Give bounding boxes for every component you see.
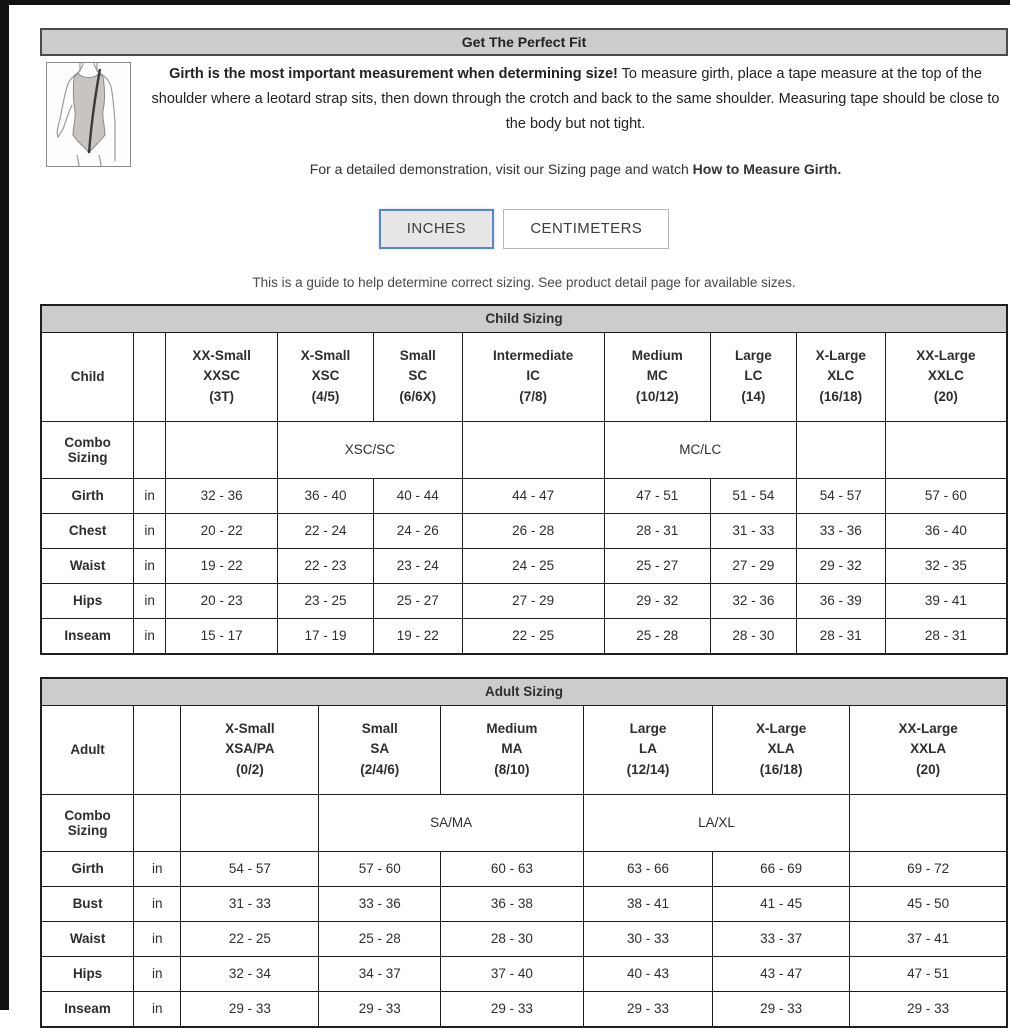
unit-cell: in <box>134 886 181 921</box>
measurement-row <box>41 886 1007 921</box>
column-header-sizes: (7/8) <box>519 389 548 405</box>
girth-instructions <box>131 62 1008 181</box>
unit-cell: in <box>134 956 181 991</box>
size-value-cell: 36 - 39 <box>796 583 885 618</box>
size-value-cell: 19 - 22 <box>166 548 278 583</box>
size-value-cell: 29 - 33 <box>850 991 1007 1027</box>
page-title: Get The Perfect Fit <box>40 28 1008 56</box>
column-header-code: SC <box>408 368 428 384</box>
measurement-label: Hips <box>41 956 134 991</box>
combo-cell: XSC/SC <box>278 421 462 478</box>
size-value-cell: 60 - 63 <box>441 851 584 886</box>
size-value-cell: 32 - 35 <box>885 548 1007 583</box>
size-value-cell: 24 - 26 <box>373 513 462 548</box>
measurement-label: Waist <box>41 548 134 583</box>
size-value-cell: 33 - 36 <box>319 886 441 921</box>
combo-cell <box>796 421 885 478</box>
child-table <box>40 304 1008 655</box>
size-value-cell: 54 - 57 <box>181 851 319 886</box>
size-value-cell: 17 - 19 <box>278 618 374 654</box>
adult-table-row-header: Adult <box>41 705 134 794</box>
unit-cell: in <box>134 618 166 654</box>
size-value-cell: 36 - 40 <box>278 478 374 513</box>
unit-cell: in <box>134 991 181 1027</box>
column-header-code: LA <box>638 741 657 757</box>
column-header-sizes: (6/6X) <box>399 389 437 405</box>
column-header-code: XXSC <box>203 368 241 384</box>
column-header-code: XXLC <box>927 368 964 384</box>
size-value-cell: 47 - 51 <box>604 478 710 513</box>
column-header <box>441 705 584 794</box>
column-header-sizes: (2/4/6) <box>360 762 400 778</box>
size-value-cell: 27 - 29 <box>462 583 604 618</box>
size-value-cell: 23 - 24 <box>373 548 462 583</box>
unit-cell: in <box>134 921 181 956</box>
size-value-cell: 33 - 37 <box>713 921 850 956</box>
size-value-cell: 36 - 38 <box>441 886 584 921</box>
column-header-code: LC <box>744 368 763 384</box>
size-value-cell: 26 - 28 <box>462 513 604 548</box>
size-value-cell: 69 - 72 <box>850 851 1007 886</box>
size-value-cell: 28 - 31 <box>604 513 710 548</box>
size-value-cell: 32 - 36 <box>710 583 796 618</box>
combo-cell <box>181 794 319 851</box>
size-value-cell: 27 - 29 <box>710 548 796 583</box>
unit-header-cell <box>134 705 181 794</box>
unit-cell: in <box>134 478 166 513</box>
size-value-cell: 43 - 47 <box>713 956 850 991</box>
size-value-cell: 25 - 28 <box>604 618 710 654</box>
unit-toggle <box>40 209 1008 249</box>
column-header-sizes: (3T) <box>209 389 234 405</box>
column-header-sizes: (16/18) <box>759 762 803 778</box>
combo-cell <box>885 421 1007 478</box>
combo-cell <box>166 421 278 478</box>
column-header-code: IC <box>526 368 540 384</box>
size-value-cell: 19 - 22 <box>373 618 462 654</box>
measurement-row <box>41 956 1007 991</box>
column-header-code: MA <box>501 741 523 757</box>
demo-text: For a detailed demonstration, visit our Sizing page and watch <box>309 160 693 177</box>
column-header-name: Large <box>734 347 772 363</box>
size-value-cell: 40 - 43 <box>583 956 712 991</box>
column-header <box>166 332 278 421</box>
size-value-cell: 37 - 41 <box>850 921 1007 956</box>
column-header-sizes: (14) <box>741 389 766 405</box>
combo-cell: SA/MA <box>319 794 583 851</box>
column-header-code: XSA/PA <box>225 741 275 757</box>
measurement-row <box>41 921 1007 956</box>
size-value-cell: 51 - 54 <box>710 478 796 513</box>
column-header-name: XX-Large <box>916 347 976 363</box>
size-value-cell: 24 - 25 <box>462 548 604 583</box>
child-table-row-header: Child <box>41 332 134 421</box>
sizing-guide-note: This is a guide to help determine correct sizing. See product detail page for available sizes. <box>252 274 796 290</box>
size-value-cell: 25 - 28 <box>319 921 441 956</box>
size-value-cell: 28 - 31 <box>885 618 1007 654</box>
measurement-label: Waist <box>41 921 134 956</box>
size-value-cell: 57 - 60 <box>319 851 441 886</box>
column-header-code: MC <box>646 368 668 384</box>
combo-cell: LA/XL <box>583 794 849 851</box>
unit-cell <box>134 421 166 478</box>
size-value-cell: 22 - 25 <box>181 921 319 956</box>
leotard-icon <box>47 63 130 166</box>
combo-sizing-label: Combo Sizing <box>41 421 134 478</box>
size-value-cell: 39 - 41 <box>885 583 1007 618</box>
column-header <box>462 332 604 421</box>
column-header-sizes: (4/5) <box>311 389 340 405</box>
column-header <box>713 705 850 794</box>
size-value-cell: 29 - 33 <box>713 991 850 1027</box>
size-value-cell: 57 - 60 <box>885 478 1007 513</box>
combo-cell: MC/LC <box>604 421 796 478</box>
column-header-sizes: (20) <box>933 389 958 405</box>
size-value-cell: 28 - 30 <box>710 618 796 654</box>
combo-cell <box>850 794 1007 851</box>
column-header-sizes: (0/2) <box>236 762 264 778</box>
column-header-name: Medium <box>486 720 538 736</box>
size-value-cell: 66 - 69 <box>713 851 850 886</box>
size-value-cell: 25 - 27 <box>604 548 710 583</box>
size-value-cell: 36 - 40 <box>885 513 1007 548</box>
column-header <box>850 705 1007 794</box>
measurement-label: Girth <box>41 851 134 886</box>
size-value-cell: 40 - 44 <box>373 478 462 513</box>
column-header-code: XLC <box>827 368 855 384</box>
size-value-cell: 15 - 17 <box>166 618 278 654</box>
measurement-row <box>41 513 1007 548</box>
column-header-sizes: (12/14) <box>626 762 670 778</box>
adult-table <box>40 677 1008 1028</box>
column-header <box>604 332 710 421</box>
size-value-cell: 20 - 22 <box>166 513 278 548</box>
size-value-cell: 32 - 36 <box>166 478 278 513</box>
size-value-cell: 37 - 40 <box>441 956 584 991</box>
measurement-row <box>41 618 1007 654</box>
column-header-sizes: (8/10) <box>494 762 530 778</box>
adult-sizing-table-container <box>40 677 1008 1028</box>
unit-header-cell <box>134 332 166 421</box>
size-value-cell: 22 - 23 <box>278 548 374 583</box>
size-value-cell: 25 - 27 <box>373 583 462 618</box>
measurement-row <box>41 991 1007 1027</box>
size-value-cell: 44 - 47 <box>462 478 604 513</box>
size-value-cell: 54 - 57 <box>796 478 885 513</box>
measurement-label: Inseam <box>41 618 134 654</box>
measurement-row <box>41 851 1007 886</box>
window-border-left <box>0 0 9 1010</box>
size-value-cell: 29 - 33 <box>583 991 712 1027</box>
column-header-sizes: (16/18) <box>819 389 863 405</box>
size-value-cell: 23 - 25 <box>278 583 374 618</box>
measurement-label: Hips <box>41 583 134 618</box>
column-header-code: XLA <box>767 741 795 757</box>
girth-bold-lead: Girth is the most important measurement when determining size! <box>169 66 618 82</box>
size-value-cell: 34 - 37 <box>319 956 441 991</box>
size-value-cell: 30 - 33 <box>583 921 712 956</box>
size-value-cell: 20 - 23 <box>166 583 278 618</box>
unit-cell: in <box>134 583 166 618</box>
size-value-cell: 22 - 25 <box>462 618 604 654</box>
sizing-guide-page <box>40 28 1008 1028</box>
column-header-name: Small <box>399 347 436 363</box>
column-header-name: Intermediate <box>493 347 574 363</box>
column-header-name: XX-Large <box>898 720 958 736</box>
column-header-code: XXLA <box>910 741 947 757</box>
size-value-cell: 28 - 30 <box>441 921 584 956</box>
unit-cell <box>134 794 181 851</box>
column-header <box>885 332 1007 421</box>
size-value-cell: 41 - 45 <box>713 886 850 921</box>
measurement-label: Chest <box>41 513 134 548</box>
combo-sizing-label: Combo Sizing <box>41 794 134 851</box>
column-header-sizes: (10/12) <box>635 389 679 405</box>
size-value-cell: 22 - 24 <box>278 513 374 548</box>
size-value-cell: 28 - 31 <box>796 618 885 654</box>
centimeters-button[interactable]: CENTIMETERS <box>503 209 669 249</box>
size-value-cell: 63 - 66 <box>583 851 712 886</box>
measurement-row <box>41 478 1007 513</box>
combo-cell <box>462 421 604 478</box>
column-header <box>796 332 885 421</box>
size-value-cell: 29 - 32 <box>604 583 710 618</box>
measurement-label: Inseam <box>41 991 134 1027</box>
size-value-cell: 31 - 33 <box>710 513 796 548</box>
column-header-name: X-Small <box>225 720 275 736</box>
girth-intro-section <box>40 62 1008 181</box>
inches-button[interactable]: INCHES <box>379 209 494 249</box>
measurement-row <box>41 583 1007 618</box>
column-header <box>373 332 462 421</box>
column-header-name: Small <box>361 720 398 736</box>
size-value-cell: 29 - 33 <box>181 991 319 1027</box>
size-value-cell: 38 - 41 <box>583 886 712 921</box>
size-value-cell: 33 - 36 <box>796 513 885 548</box>
unit-cell: in <box>134 548 166 583</box>
column-header <box>583 705 712 794</box>
girth-paragraph-rest: To measure girth, place a tape measure at the top of the shoulder where a leotard strap sits, then down through the crotch and back to the same shoulder. Measuring tape should be close to the body but not tight. <box>151 66 1000 132</box>
column-header <box>181 705 319 794</box>
unit-cell: in <box>134 851 181 886</box>
demo-bold: How to Measure Girth. <box>692 160 842 177</box>
column-header-name: Medium <box>631 347 683 363</box>
size-value-cell: 29 - 33 <box>441 991 584 1027</box>
column-header-code: SA <box>370 741 390 757</box>
column-header <box>710 332 796 421</box>
demo-paragraph <box>143 157 1008 181</box>
size-value-cell: 47 - 51 <box>850 956 1007 991</box>
unit-cell: in <box>134 513 166 548</box>
column-header-code: XSC <box>311 368 340 384</box>
girth-paragraph <box>143 62 1008 137</box>
column-header-name: X-Large <box>756 720 807 736</box>
column-header <box>319 705 441 794</box>
girth-measurement-diagram <box>46 62 131 167</box>
column-header-name: XX-Small <box>192 347 251 363</box>
size-value-cell: 45 - 50 <box>850 886 1007 921</box>
child-sizing-table-container <box>40 304 1008 655</box>
measurement-row <box>41 548 1007 583</box>
size-value-cell: 29 - 33 <box>319 991 441 1027</box>
measurement-label: Bust <box>41 886 134 921</box>
column-header-name: X-Small <box>300 347 351 363</box>
window-border-top <box>0 0 1010 5</box>
column-header <box>278 332 374 421</box>
measurement-label: Girth <box>41 478 134 513</box>
child-table-title: Child Sizing <box>41 305 1007 333</box>
column-header-name: X-Large <box>815 347 866 363</box>
column-header-name: Large <box>629 720 667 736</box>
size-value-cell: 32 - 34 <box>181 956 319 991</box>
size-value-cell: 31 - 33 <box>181 886 319 921</box>
adult-table-title: Adult Sizing <box>41 678 1007 706</box>
column-header-sizes: (20) <box>916 762 941 778</box>
size-value-cell: 29 - 32 <box>796 548 885 583</box>
